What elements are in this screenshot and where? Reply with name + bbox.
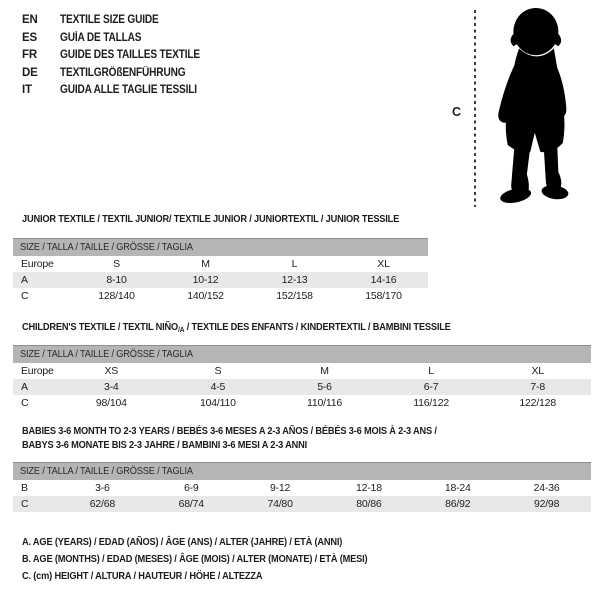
table-row-height [13, 496, 591, 512]
size-header-text: SIZE / TALLA / TAILLE / GRÖSSE / TAGLIA [20, 241, 193, 253]
guide-title: GUIDE DES TAILLES TEXTILE [60, 49, 200, 61]
cell: S [214, 365, 222, 377]
babies-size-table [13, 462, 591, 512]
cell: XS [104, 365, 119, 377]
row-label: Europe [21, 365, 54, 377]
table-row-height [13, 395, 591, 411]
cell: 7-8 [530, 381, 545, 393]
size-header-text: SIZE / TALLA / TAILLE / GRÖSSE / TAGLIA [20, 465, 193, 477]
cell: 3-6 [95, 482, 110, 494]
row-label: A [21, 381, 28, 393]
cell: 152/158 [276, 290, 313, 302]
title-post: / TEXTILE DES ENFANTS / KINDERTEXTIL / BAMBINI TESSILE [184, 321, 451, 333]
guide-title: TEXTILGRÖßENFÜHRUNG [60, 66, 186, 79]
cell: 6-7 [423, 381, 439, 393]
cell: L [428, 365, 434, 377]
cell: 12-13 [281, 274, 308, 286]
row-label: C [21, 397, 29, 409]
height-measure-dotted-line [474, 10, 476, 207]
lang-code: EN [22, 14, 38, 26]
table-row-age [13, 379, 591, 395]
table-row-age [13, 272, 428, 288]
babies-table-title [22, 424, 493, 452]
cell: 74/80 [267, 498, 293, 510]
footnote-b-text: B. AGE (MONTHS) / EDAD (MESES) / ÂGE (MOIS) / ALTER (MONATE) / ETÀ (MESI) [22, 553, 368, 565]
cell: XL [531, 365, 544, 377]
cell: M [320, 365, 329, 377]
lang-row-it [22, 82, 219, 100]
cell: 98/104 [95, 397, 127, 409]
cell: 68/74 [178, 498, 204, 510]
cell: 6-9 [183, 482, 199, 494]
cell: S [113, 258, 120, 270]
row-label: B [21, 482, 28, 494]
table-row-europe [13, 363, 591, 379]
guide-title: GUIDA ALLE TAGLIE TESSILI [60, 84, 197, 96]
children-table-title [22, 320, 509, 337]
toddler-silhouette-icon [486, 8, 588, 208]
cell: 3-4 [104, 381, 119, 393]
size-header-text: SIZE / TALLA / TAILLE / GRÖSSE / TAGLIA [20, 348, 193, 360]
cell: XL [377, 258, 390, 270]
footnote-a [22, 534, 415, 551]
cell: 62/68 [89, 498, 116, 510]
cell: 92/98 [533, 498, 560, 510]
cell: 122/128 [519, 397, 556, 409]
row-label: C [21, 290, 29, 302]
cell: 5-6 [317, 381, 332, 393]
cell: 86/92 [445, 498, 471, 510]
cell: 4-5 [210, 381, 226, 393]
row-label: Europe [21, 258, 54, 270]
height-measure-label: C [452, 105, 462, 119]
title-pre: CHILDREN'S TEXTILE / TEXTIL NIÑO [22, 321, 179, 333]
footnote-c-text: C. (cm) HEIGHT / ALTURA / HAUTEUR / HÖHE / ALTEZZA [22, 570, 263, 582]
title-subscript: /A [178, 325, 185, 334]
lang-row-de [22, 65, 219, 83]
cell: 9-12 [269, 482, 291, 494]
junior-table-title-text: JUNIOR TEXTILE / TEXTIL JUNIOR/ TEXTILE JUNIOR / JUNIORTEXTIL / JUNIOR TESSILE [22, 213, 400, 225]
babies-title-line2: BABYS 3-6 MONATE BIS 2-3 JAHRE / BAMBINI 3-6 MESI A 2-3 ANNI [22, 439, 307, 451]
lang-code: DE [22, 66, 38, 79]
cell: 104/110 [200, 397, 236, 409]
guide-title: TEXTILE SIZE GUIDE [60, 14, 159, 26]
cell: 158/170 [365, 290, 402, 302]
cell: 10-12 [192, 274, 219, 286]
footnote-c [22, 568, 415, 585]
children-size-table [13, 345, 591, 411]
cell: M [201, 258, 210, 270]
size-header-bar [13, 462, 591, 480]
lang-row-en [22, 12, 219, 30]
size-header-bar [13, 238, 428, 256]
cell: 80/86 [356, 498, 382, 510]
cell: 12-18 [355, 482, 382, 494]
cell: 128/140 [98, 290, 135, 302]
cell: 8-10 [106, 274, 127, 286]
lang-code: ES [22, 31, 37, 44]
table-row-age-months [13, 480, 591, 496]
row-label: A [21, 274, 28, 286]
cell: 14-16 [370, 274, 397, 286]
babies-title-line1: BABIES 3-6 MONTH TO 2-3 YEARS / BEBÉS 3-6 MESES A 2-3 AÑOS / BÉBÉS 3-6 MOIS À 2-3 ANS / [22, 425, 437, 437]
junior-table-title [22, 212, 451, 226]
size-header-bar [13, 345, 591, 363]
footnote-b [22, 551, 415, 568]
cell: L [291, 258, 298, 270]
cell: 110/116 [306, 397, 342, 409]
lang-row-fr [22, 47, 219, 65]
lang-code: FR [22, 49, 37, 61]
cell: 18-24 [444, 482, 471, 494]
language-title-list [22, 12, 219, 100]
row-label: C [21, 498, 29, 510]
cell: 140/152 [187, 290, 224, 302]
junior-size-table [13, 238, 428, 304]
lang-row-es [22, 30, 219, 48]
legend-footnotes [22, 534, 415, 585]
guide-title: GUÍA DE TALLAS [60, 31, 142, 44]
cell: 116/122 [413, 397, 449, 409]
lang-code: IT [22, 84, 32, 96]
cell: 24-36 [533, 482, 560, 494]
footnote-a-text: A. AGE (YEARS) / EDAD (AÑOS) / ÂGE (ANS) / ALTER (JAHRE) / ETÀ (ANNI) [22, 536, 343, 548]
table-row-height [13, 288, 428, 304]
children-table-title-text [22, 320, 451, 337]
table-row-europe [13, 256, 428, 272]
